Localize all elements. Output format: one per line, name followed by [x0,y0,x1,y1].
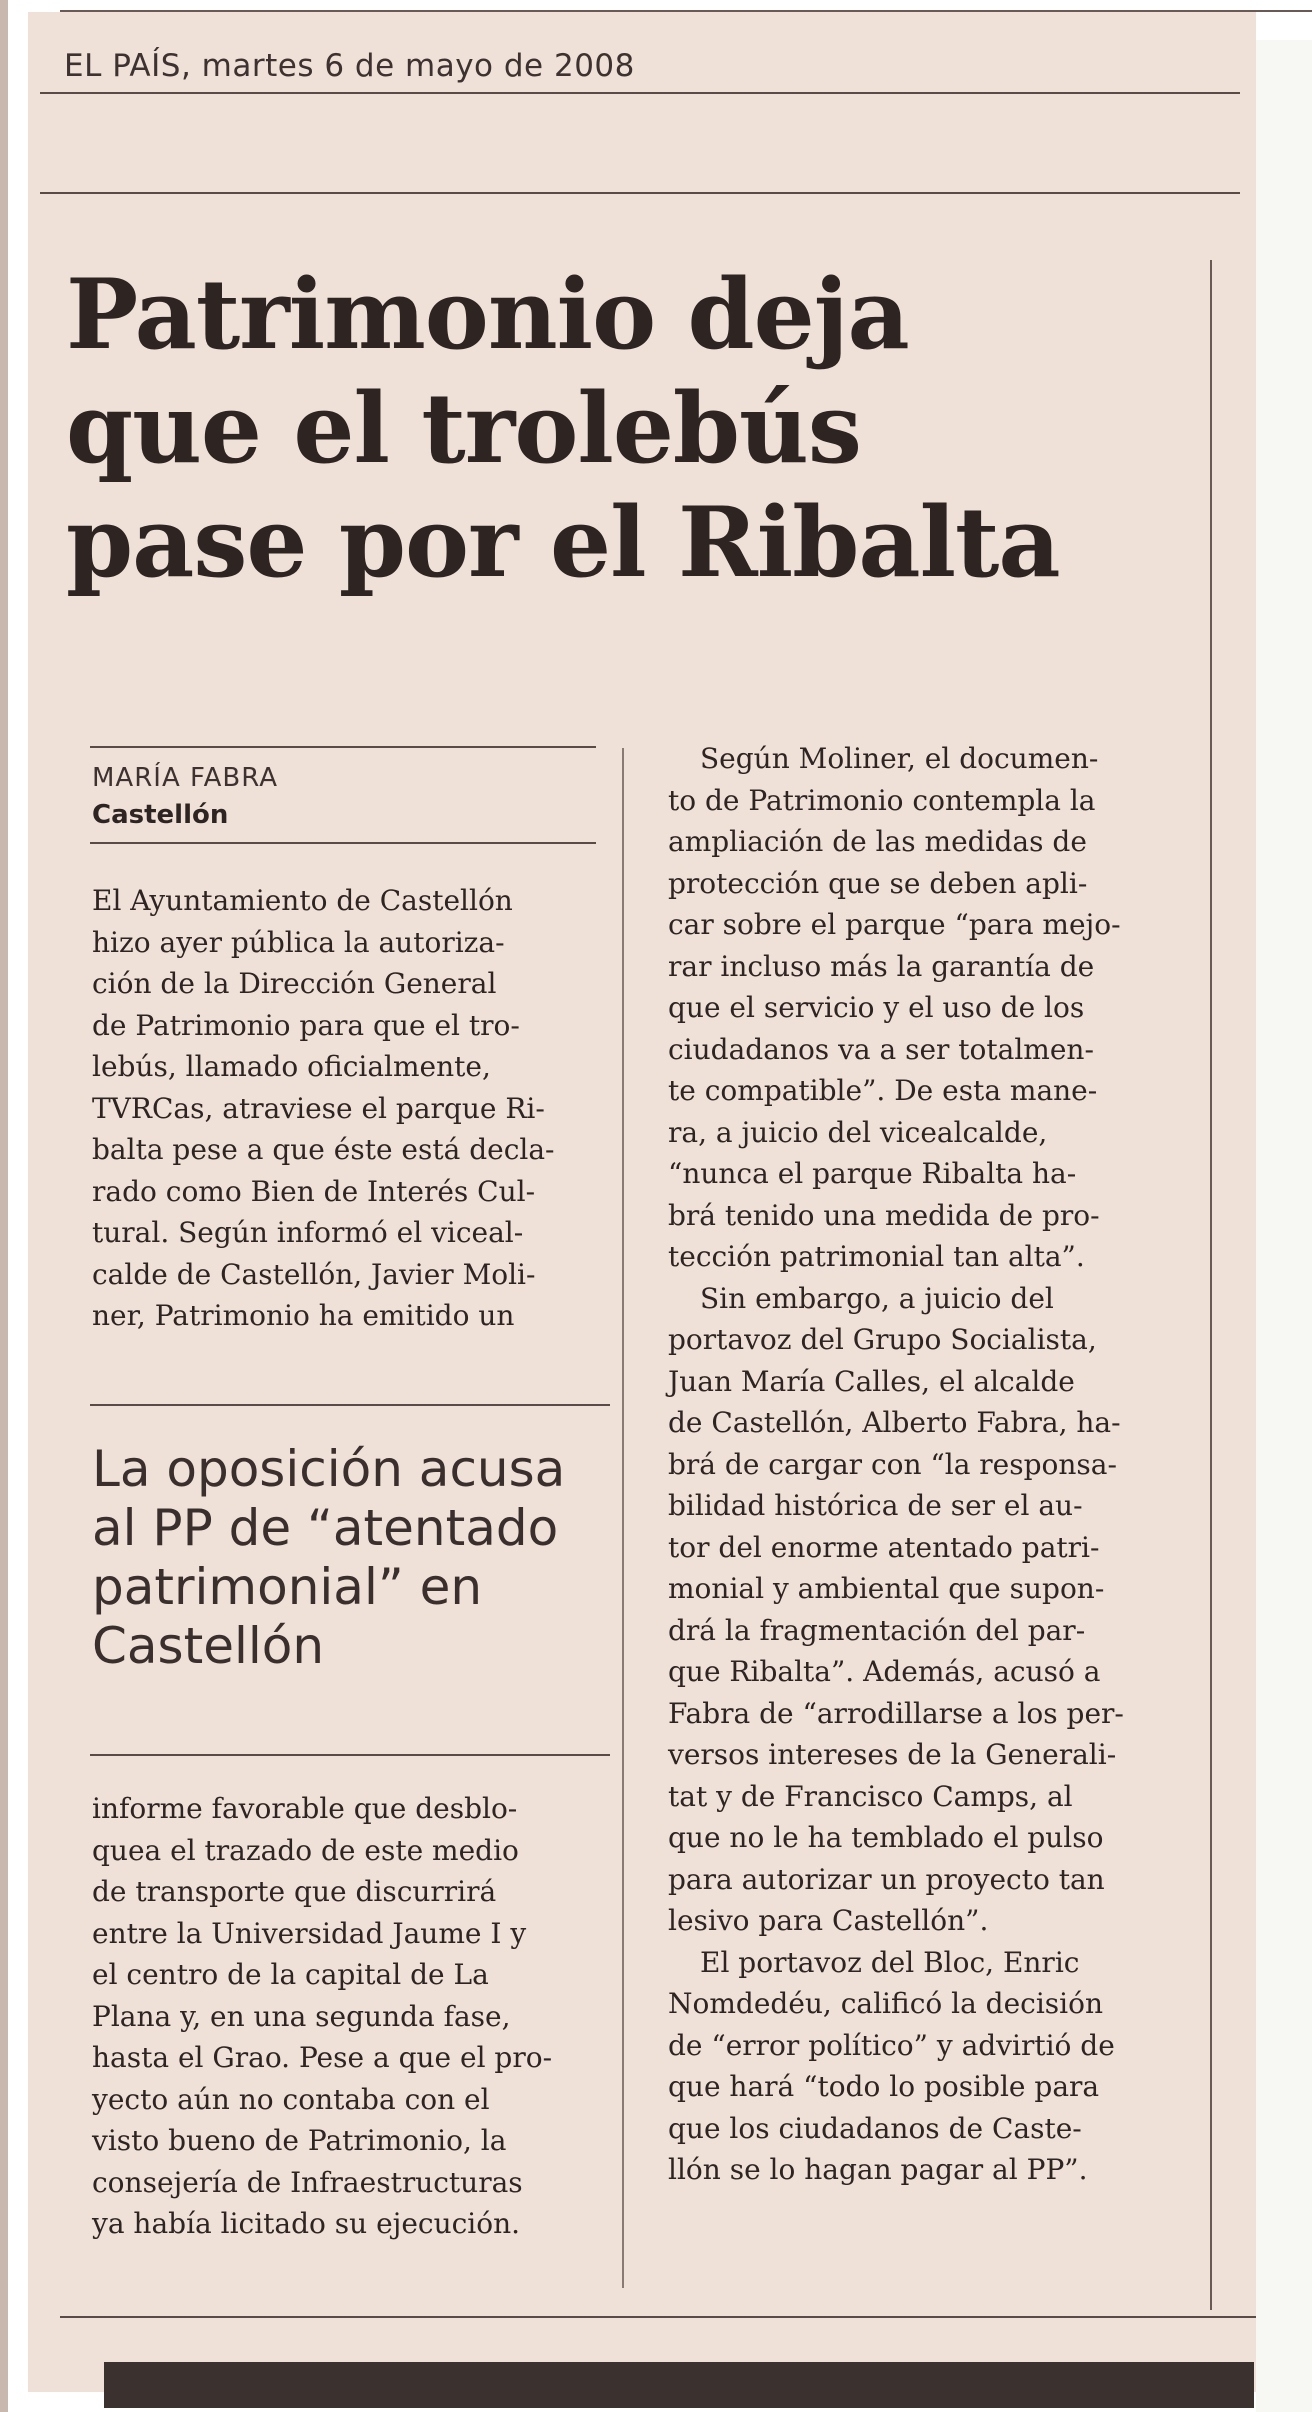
body-line: que el servicio y el uso de los [668,991,1085,1024]
body-line: El Ayuntamiento de Castellón [92,884,513,917]
body-line: ya había licitado su ejecución. [92,2207,521,2240]
body-line: de Patrimonio para que el tro- [92,1008,520,1042]
headline-line: Patrimonio deja [66,258,909,371]
body-line: ción de la Dirección General [92,967,497,1000]
body-line: bilidad histórica de ser el au- [668,1489,1083,1522]
body-line: te compatible”. De esta mane- [668,1074,1098,1107]
body-line: quea el trazado de este medio [92,1833,519,1867]
body-line: tural. Según informó el viceal- [92,1216,524,1249]
body-line: hizo ayer pública la autoriza- [92,925,505,959]
body-line: rar incluso más la garantía de [668,949,1095,983]
scan-edge-left [0,0,8,2412]
pullquote-rule-bottom [90,1754,610,1756]
body-line: ampliación de las medidas de [668,825,1087,858]
body-line: de “error político” y advirtió de [668,2028,1115,2062]
scan-margin-right [1256,40,1312,2412]
body-line: Plana y, en una segunda fase, [92,1999,511,2033]
byline-rule-bottom [90,842,596,844]
body-line: to de Patrimonio contempla la [668,783,1096,817]
body-line: que hará “todo lo posible para [668,2070,1100,2103]
body-line: tat y de Francisco Camps, al [668,1779,1073,1813]
body-line: lebús, llamado oficialmente, [92,1050,491,1083]
body-line: portavoz del Grupo Socialista, [668,1323,1097,1356]
body-line: que Ribalta”. Además, acusó a [668,1655,1101,1688]
body-line: ciudadanos va a ser totalmen- [668,1032,1094,1066]
body-line: ner, Patrimonio ha emitido un [92,1299,515,1332]
header-rule-lower [40,192,1240,194]
body-line: monial y ambiental que supon- [668,1572,1105,1605]
body-line: Según Moliner, el documen- [700,742,1099,775]
body-line: lesivo para Castellón”. [668,1904,989,1937]
body-line: ra, a juicio del vicealcalde, [668,1115,1048,1149]
body-line: Juan María Calles, el alcalde [668,1364,1075,1398]
body-line: llón se lo hagan pagar al PP”. [668,2153,1088,2186]
body-line: que los ciudadanos de Caste- [668,2111,1082,2145]
dateline: EL PAÍS, martes 6 de mayo de 2008 [64,48,635,84]
column-divider [622,748,624,2288]
pullquote-line: Castellón [92,1617,325,1675]
body-line: hasta el Grao. Pese a que el pro- [92,2041,553,2074]
byline-location: Castellón [92,800,229,830]
bottom-dark-band [104,2362,1254,2408]
headline-line: que el trolebús [66,372,861,485]
body-line: tección patrimonial tan alta”. [668,1240,1085,1273]
body-line: visto bueno de Patrimonio, la [92,2124,507,2157]
body-line: car sobre el parque “para mejo- [668,908,1121,941]
pullquote [92,1440,612,1676]
right-border-rule [1210,260,1212,2310]
body-line: de Castellón, Alberto Fabra, ha- [668,1406,1121,1439]
pullquote-rule-top [90,1404,610,1406]
pullquote-line: patrimonial” en [92,1558,483,1616]
body-line: brá de cargar con “la responsa- [668,1447,1117,1481]
body-line: consejería de Infraestructuras [92,2165,523,2199]
body-line: informe favorable que desblo- [92,1792,518,1825]
body-line: El portavoz del Bloc, Enric [700,1945,1080,1979]
pullquote-line: La oposición acusa [92,1440,566,1498]
top-rule [60,10,1312,12]
body-line: calde de Castellón, Javier Moli- [92,1257,536,1291]
byline-author: MARÍA FABRA [92,763,278,793]
header-rule [40,92,1240,94]
body-line: rado como Bien de Interés Cul- [92,1174,536,1208]
article-column-1-top [92,880,602,1337]
body-line: tor del enorme atentado patri- [668,1530,1100,1564]
body-line: Sin embargo, a juicio del [700,1281,1054,1315]
headline [66,258,1186,600]
body-line: yecto aún no contaba con el [92,2082,490,2116]
body-line: el centro de la capital de La [92,1958,489,1991]
headline-line: pase por el Ribalta [66,486,1060,599]
body-line: “nunca el parque Ribalta ha- [668,1157,1077,1190]
body-line: Nomdedéu, calificó la decisión [668,1987,1104,2020]
body-line: protección que se deben apli- [668,866,1088,900]
body-line: Fabra de “arrodillarse a los per- [668,1696,1124,1730]
body-line: balta pese a que éste está decla- [92,1133,555,1166]
body-line: de transporte que discurrirá [92,1875,497,1908]
bottom-rule [60,2316,1256,2318]
article-column-1-bottom [92,1788,612,2245]
body-line: para autorizar un proyecto tan [668,1862,1105,1896]
body-line: brá tenido una medida de pro- [668,1198,1100,1232]
pullquote-line: al PP de “atentado [92,1499,559,1557]
body-line: drá la fragmentación del par- [668,1613,1086,1647]
body-line: que no le ha temblado el pulso [668,1821,1104,1854]
body-line: TVRCas, atraviese el parque Ri- [92,1091,545,1125]
byline-rule-top [90,746,596,748]
body-line: versos intereses de la Generali- [668,1738,1117,1771]
article-column-2 [668,738,1208,2191]
body-line: entre la Universidad Jaume I y [92,1916,527,1950]
